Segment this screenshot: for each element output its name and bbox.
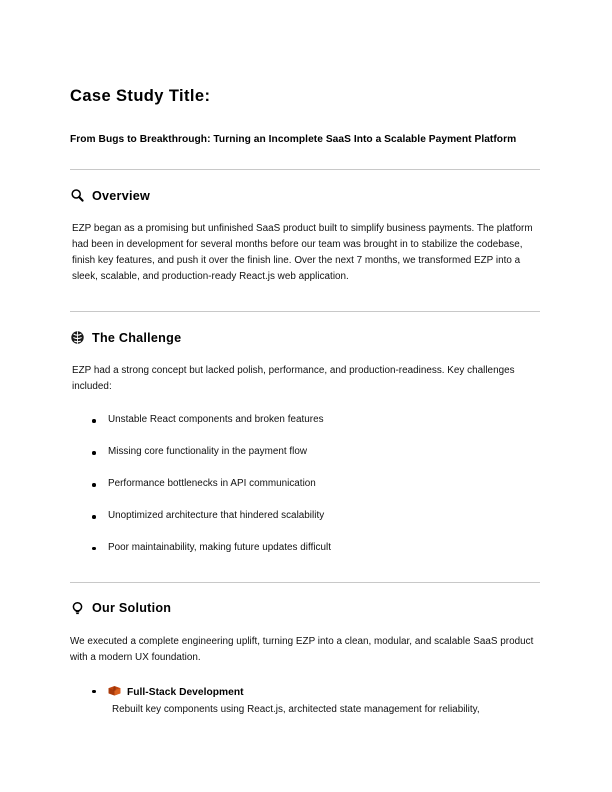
package-box-icon [108, 685, 121, 696]
magnifying-glass-icon [70, 188, 85, 203]
document-content [70, 86, 540, 729]
list-item: Unoptimized architecture that hindered scalability [70, 509, 540, 524]
overview-body-text: EZP began as a promising but unfinished SaaS product built to simplify business payments. The platform had been in development for several months before our team was brought in to stabilize the codebase, finish key features, and push it over the finish line. Over the next 7 months, we transformed EZP into a sleek, scalable, and production-ready React.js web application. [72, 223, 533, 283]
dizzy-face-icon [70, 330, 85, 345]
page-title: Case Study Title: [70, 87, 211, 105]
list-item [70, 684, 540, 718]
list-item: Unstable React components and broken features [70, 413, 540, 428]
solution-item-title-row [108, 684, 540, 700]
list-item: Poor maintainability, making future updates difficult [70, 541, 540, 556]
section-heading-challenge [70, 330, 540, 345]
section-heading-solution-label: Our Solution [92, 601, 172, 616]
challenge-bullet-list [70, 413, 540, 555]
lightbulb-icon [70, 601, 85, 616]
solution-item-title: Full-Stack Development [127, 686, 244, 698]
solution-bullet-list [70, 684, 540, 718]
challenge-body-text: EZP had a strong concept but lacked polish, performance, and production-readiness. Key challenges included: [72, 365, 515, 393]
section-heading-solution [70, 601, 540, 616]
solution-item-description: Rebuilt key components using React.js, architected state management for reliability, [112, 704, 480, 716]
section-heading-overview [70, 188, 540, 203]
list-item: Missing core functionality in the payment flow [70, 445, 540, 460]
section-heading-challenge-label: The Challenge [92, 330, 182, 345]
list-item: Performance bottlenecks in API communication [70, 477, 540, 492]
solution-body-text: We executed a complete engineering uplift, turning EZP into a clean, modular, and scalable SaaS product with a modern UX foundation. [70, 635, 534, 663]
document-subtitle: From Bugs to Breakthrough: Turning an Incomplete SaaS Into a Scalable Payment Platform [70, 133, 517, 145]
section-heading-overview-label: Overview [92, 188, 151, 203]
